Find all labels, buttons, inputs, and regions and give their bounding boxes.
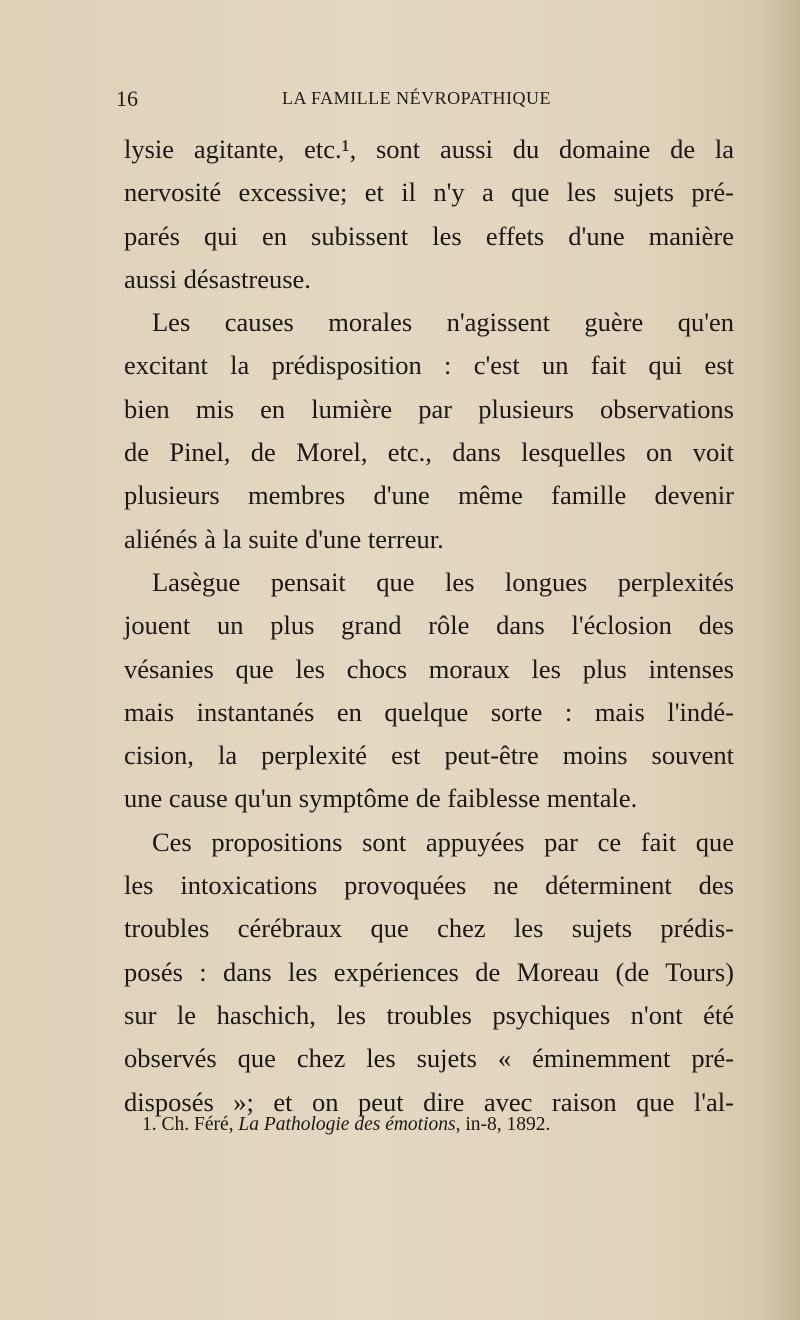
text-line: Lasègue pensait que les longues perplexités bbox=[152, 566, 734, 597]
text-line: lysie agitante, etc.¹, sont aussi du domaine de la bbox=[124, 134, 734, 164]
text-line: jouent un plus grand rôle dans l'éclosion des bbox=[124, 610, 734, 641]
text-line: sur le haschich, les troubles psychiques n'ont été bbox=[124, 999, 734, 1030]
footnote-book-title: La Pathologie des émotions bbox=[238, 1114, 456, 1135]
text-line: excitant la prédisposition : c'est un fait qui est bbox=[124, 350, 734, 381]
text-line: disposés »; et on peut dire avec raison que l'al- bbox=[124, 1086, 734, 1117]
text-line: nervosité excessive; et il n'y a que les sujets pré- bbox=[124, 177, 734, 208]
footnote-prefix: 1. Ch. Féré, bbox=[142, 1114, 239, 1135]
page-edge-shadow bbox=[760, 0, 800, 1320]
text-line: posés : dans les expériences de Moreau (de Tours) bbox=[124, 956, 734, 987]
text-line: une cause qu'un symptôme de faiblesse mentale. bbox=[124, 783, 638, 814]
footnote bbox=[142, 1114, 550, 1136]
body-text bbox=[124, 128, 734, 1124]
page-number: 16 bbox=[116, 86, 138, 111]
text-line: vésanies que les chocs moraux les plus intenses bbox=[124, 653, 734, 684]
page-header bbox=[116, 86, 756, 116]
text-line: les intoxications provoquées ne déterminent des bbox=[124, 870, 734, 901]
text-line: parés qui en subissent les effets d'une manière bbox=[124, 220, 734, 251]
text-line: mais instantanés en quelque sorte : mais l'indé- bbox=[124, 696, 734, 727]
text-line: aussi désastreuse. bbox=[124, 263, 311, 294]
text-line: troubles cérébraux que chez les sujets prédis- bbox=[124, 913, 734, 944]
text-line: plusieurs membres d'une même famille devenir bbox=[124, 480, 734, 511]
running-title: LA FAMILLE NÉVROPATHIQUE bbox=[282, 88, 552, 108]
text-line: de Pinel, de Morel, etc., dans lesquelles on voit bbox=[124, 437, 734, 468]
footnote-suffix: , in-8, 1892. bbox=[455, 1114, 551, 1135]
text-line: Les causes morales n'agissent guère qu'en bbox=[152, 307, 734, 338]
text-line: cision, la perplexité est peut-être moins souvent bbox=[124, 740, 734, 771]
text-line: aliénés à la suite d'une terreur. bbox=[124, 523, 444, 554]
text-line: observés que chez les sujets « éminemment pré- bbox=[124, 1043, 734, 1074]
text-line: bien mis en lumière par plusieurs observations bbox=[124, 393, 734, 424]
text-line: Ces propositions sont appuyées par ce fait que bbox=[152, 826, 734, 857]
